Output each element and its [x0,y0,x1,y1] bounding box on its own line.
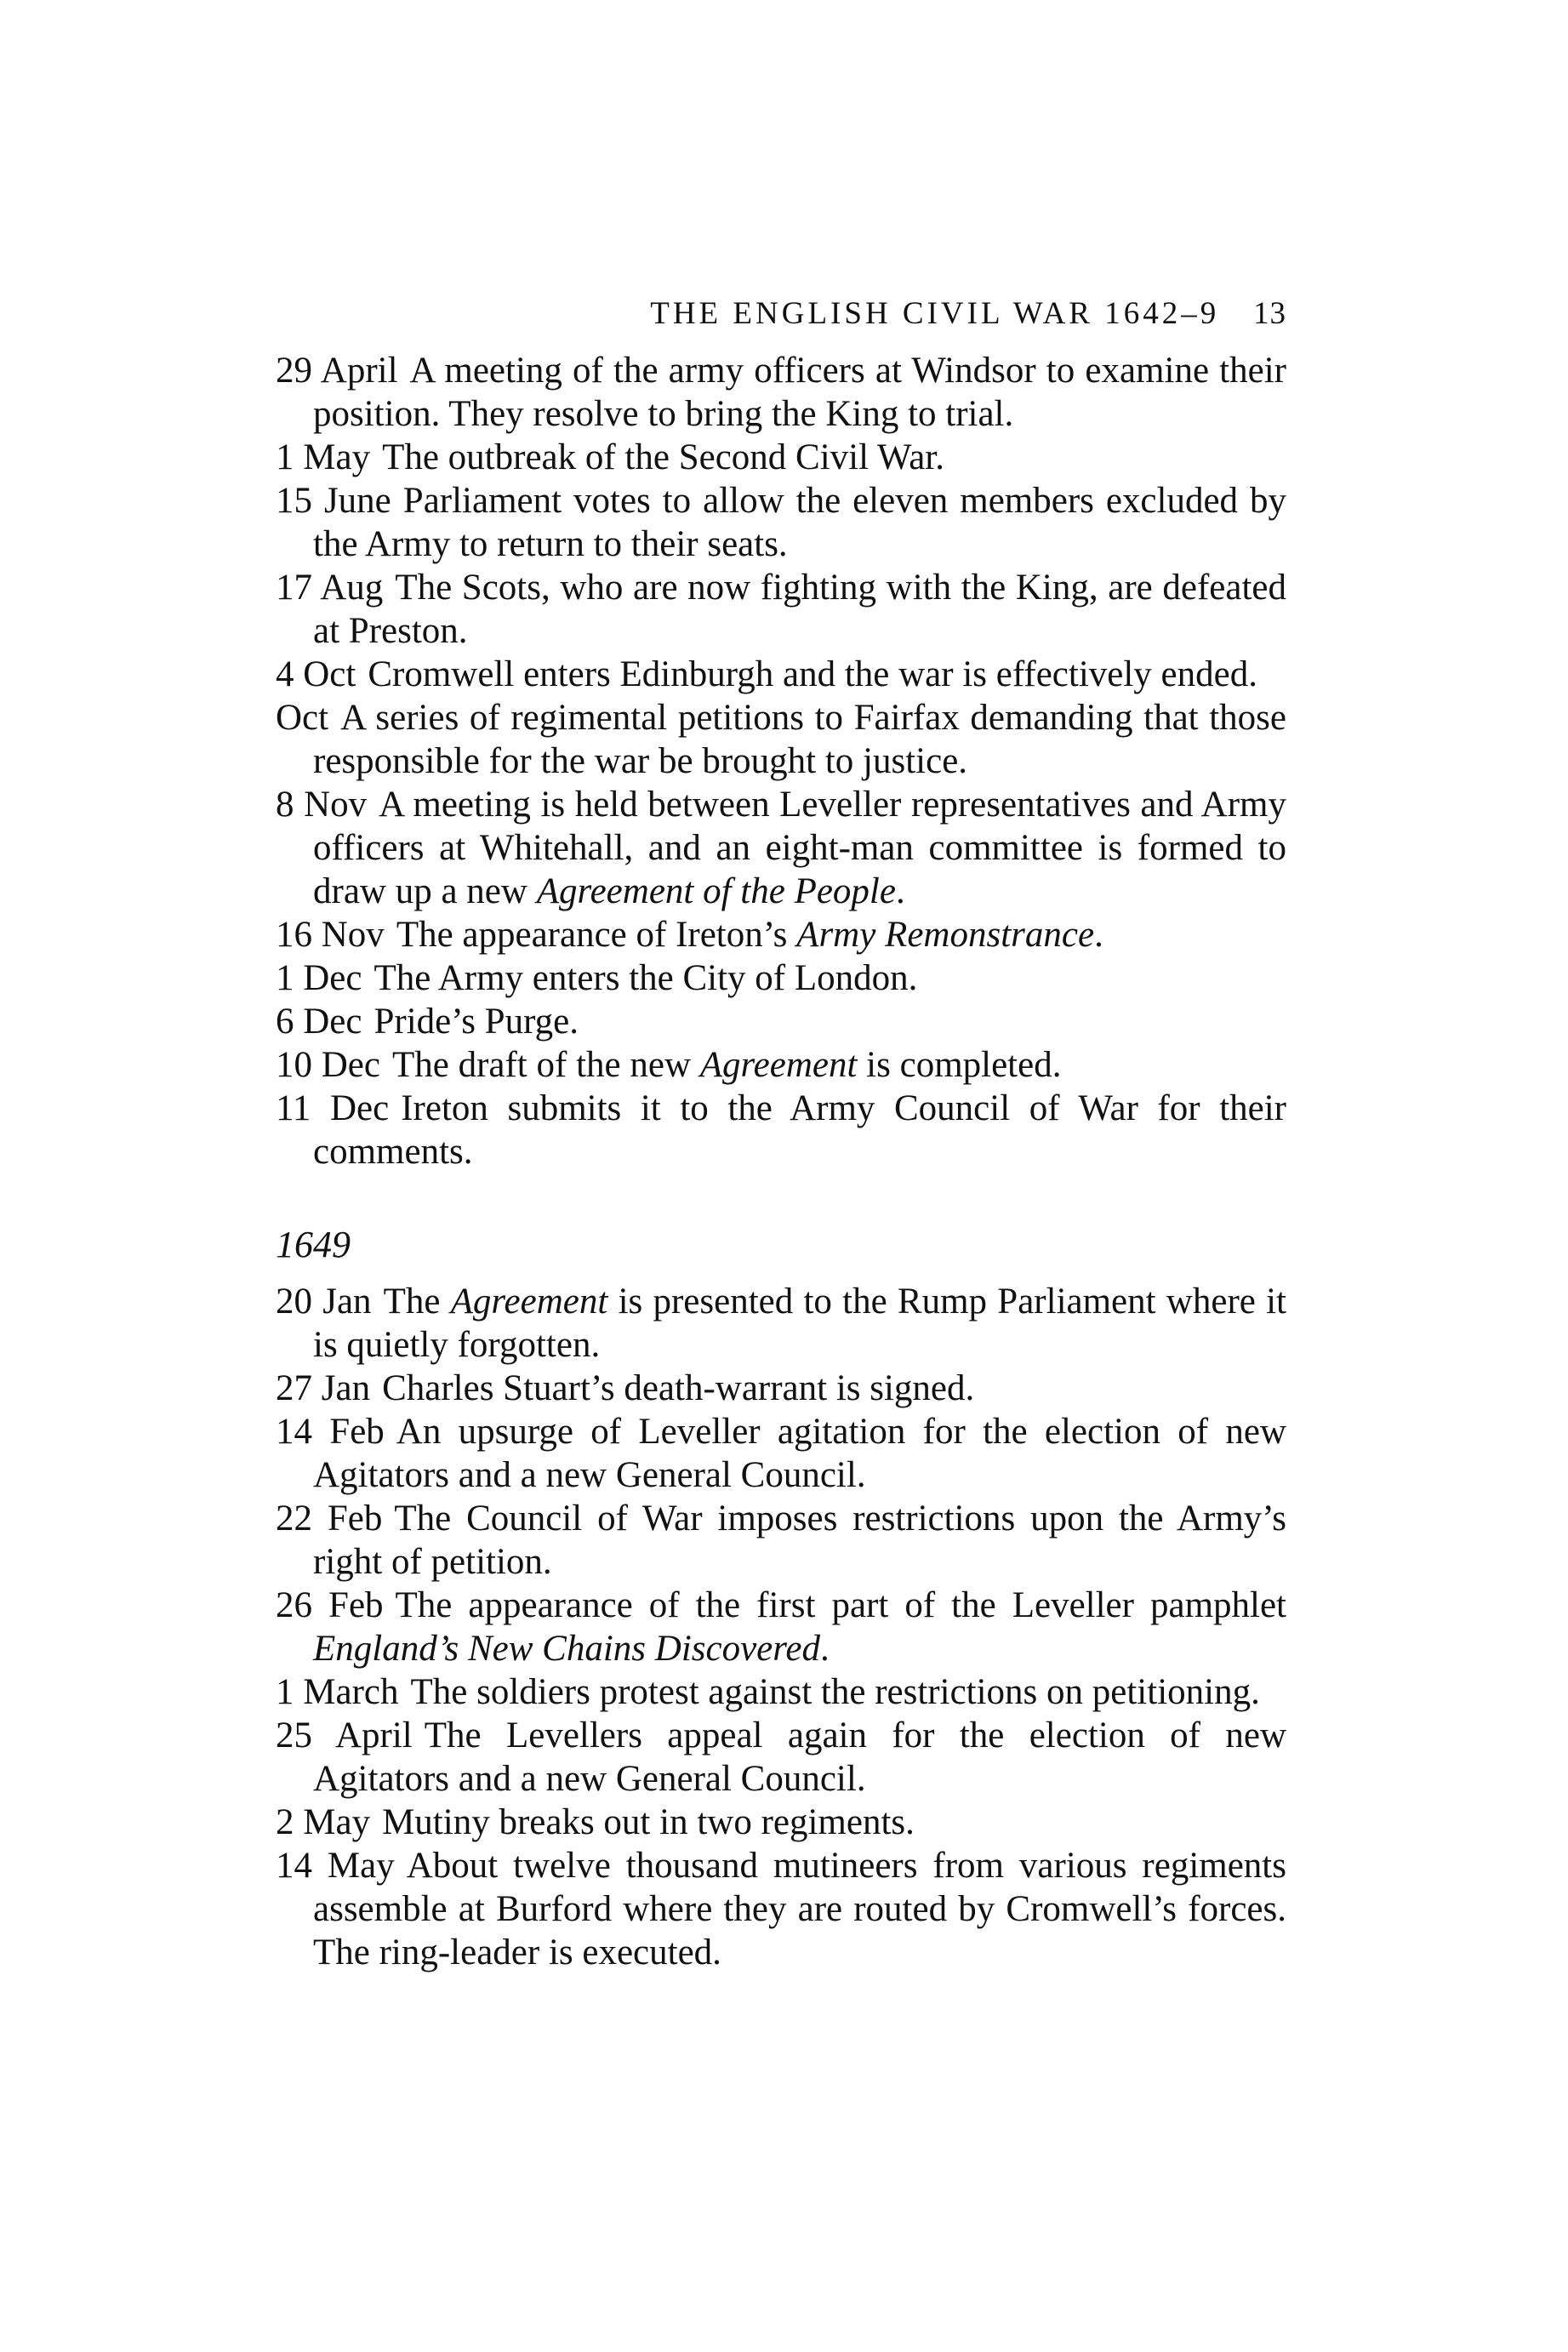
chronology-entry [276,696,1286,783]
entry-date: 25 April [276,1715,413,1755]
chronology-entry [276,479,1286,566]
page-number: 13 [1253,296,1286,331]
entry-date: 14 May [276,1846,395,1886]
chronology-entry [276,1497,1286,1584]
entry-date: 11 Dec [276,1088,390,1128]
entry-text: Cromwell enters Edinburgh and the war is effectively ended. [368,654,1257,694]
entry-date: 20 Jan [276,1282,372,1322]
entry-text: A meeting of the army officers at Windsor to examine their position. They resolve to bring the King to trial. [313,351,1286,434]
entry-text: . [820,1629,830,1669]
entry-text: The appearance of the first part of the Leveller pamphlet [395,1585,1286,1625]
chronology-entry [276,349,1286,436]
entry-text: The outbreak of the Second Civil War. [382,437,944,477]
chronology-entry [276,566,1286,653]
entry-text: The [383,1282,451,1322]
chronology-body [276,349,1286,1974]
entry-title-italic: England’s New Chains Discovered [313,1629,820,1669]
entry-date: 1 May [276,437,371,477]
entry-text: Ireton submits it to the Army Council of War for their comments. [313,1088,1286,1172]
chronology-list-1649 [276,1280,1286,1974]
entry-text: . [895,871,905,911]
chronology-entry [276,1714,1286,1801]
entry-date: 10 Dec [276,1045,380,1085]
chronology-entry [276,1000,1286,1043]
entry-text: The appearance of Ireton’s [396,915,797,955]
chronology-entry [276,436,1286,479]
chronology-entry [276,1043,1286,1087]
entry-date: 22 Feb [276,1499,383,1539]
entry-title-italic: Agreement [450,1282,608,1322]
entry-date: 17 Aug [276,568,384,608]
running-head [276,298,1286,329]
entry-title-italic: Agreement [699,1045,858,1085]
entry-text: The Scots, who are now fighting with the King, are defeated at Preston. [313,568,1286,651]
entry-date: 14 Feb [276,1412,385,1452]
entry-text: Charles Stuart’s death-warrant is signed. [382,1368,975,1408]
entry-text: is presented to the Rump Parliament where it is quietly forgotten. [313,1282,1286,1365]
entry-title-italic: Army Remonstrance [796,915,1095,955]
chronology-entry [276,1670,1286,1714]
chronology-entry [276,1367,1286,1410]
entry-text: The draft of the new [391,1045,700,1085]
entry-text: Parliament votes to allow the eleven members excluded by the Army to return to their seats. [313,481,1286,564]
entry-date: 4 Oct [276,654,356,694]
entry-date: 26 Feb [276,1585,384,1625]
entry-text: An upsurge of Leveller agitation for the election of new Agitators and a new General Council. [313,1412,1287,1495]
entry-text: is completed. [857,1045,1062,1085]
running-head-title: THE ENGLISH CIVIL WAR 1642–9 [650,296,1220,331]
entry-title-italic: Agreement of the People [536,871,896,911]
chronology-entry [276,1087,1286,1173]
entry-date: 8 Nov [276,785,368,825]
entry-text: The soldiers protest against the restrictions on petitioning. [410,1672,1260,1712]
entry-date: 1 March [276,1672,399,1712]
chronology-entry [276,783,1286,913]
chronology-list-1648 [276,349,1286,1173]
chronology-entry [276,1280,1286,1367]
entry-text: Pride’s Purge. [373,1002,579,1042]
entry-text: . [1094,915,1103,955]
chronology-entry [276,956,1286,1000]
chronology-entry [276,1844,1286,1974]
chronology-entry [276,1584,1286,1670]
entry-text: The Council of War imposes restrictions upon the Army’s right of petition. [313,1499,1286,1582]
entry-text: A meeting is held between Leveller representatives and Army officers at Whitehall, and an eight-man committee is formed to draw up a new [313,785,1286,911]
year-heading: 1649 [276,1224,351,1265]
entry-text: Mutiny breaks out in two regiments. [382,1802,915,1842]
entry-text: A series of regimental petitions to Fairfax demanding that those responsible for the war be brought to justice. [313,698,1286,781]
chronology-entry [276,1801,1286,1844]
chronology-entry [276,1410,1286,1497]
entry-text: About twelve thousand mutineers from various regiments assemble at Burford where they are routed by Cromwell’s forces. The ring-leader is executed. [313,1846,1286,1972]
entry-date: 2 May [276,1802,371,1842]
entry-date: Oct [276,698,329,738]
entry-date: 27 Jan [276,1368,371,1408]
entry-date: 1 Dec [276,958,362,998]
entry-date: 15 June [276,481,391,521]
entry-text: The Levellers appeal again for the election of new Agitators and a new General Council. [313,1715,1286,1799]
entry-date: 6 Dec [276,1002,362,1042]
chronology-entry [276,913,1286,956]
entry-text: The Army enters the City of London. [373,958,918,998]
entry-date: 16 Nov [276,915,385,955]
chronology-entry [276,653,1286,696]
entry-date: 29 April [276,351,398,391]
